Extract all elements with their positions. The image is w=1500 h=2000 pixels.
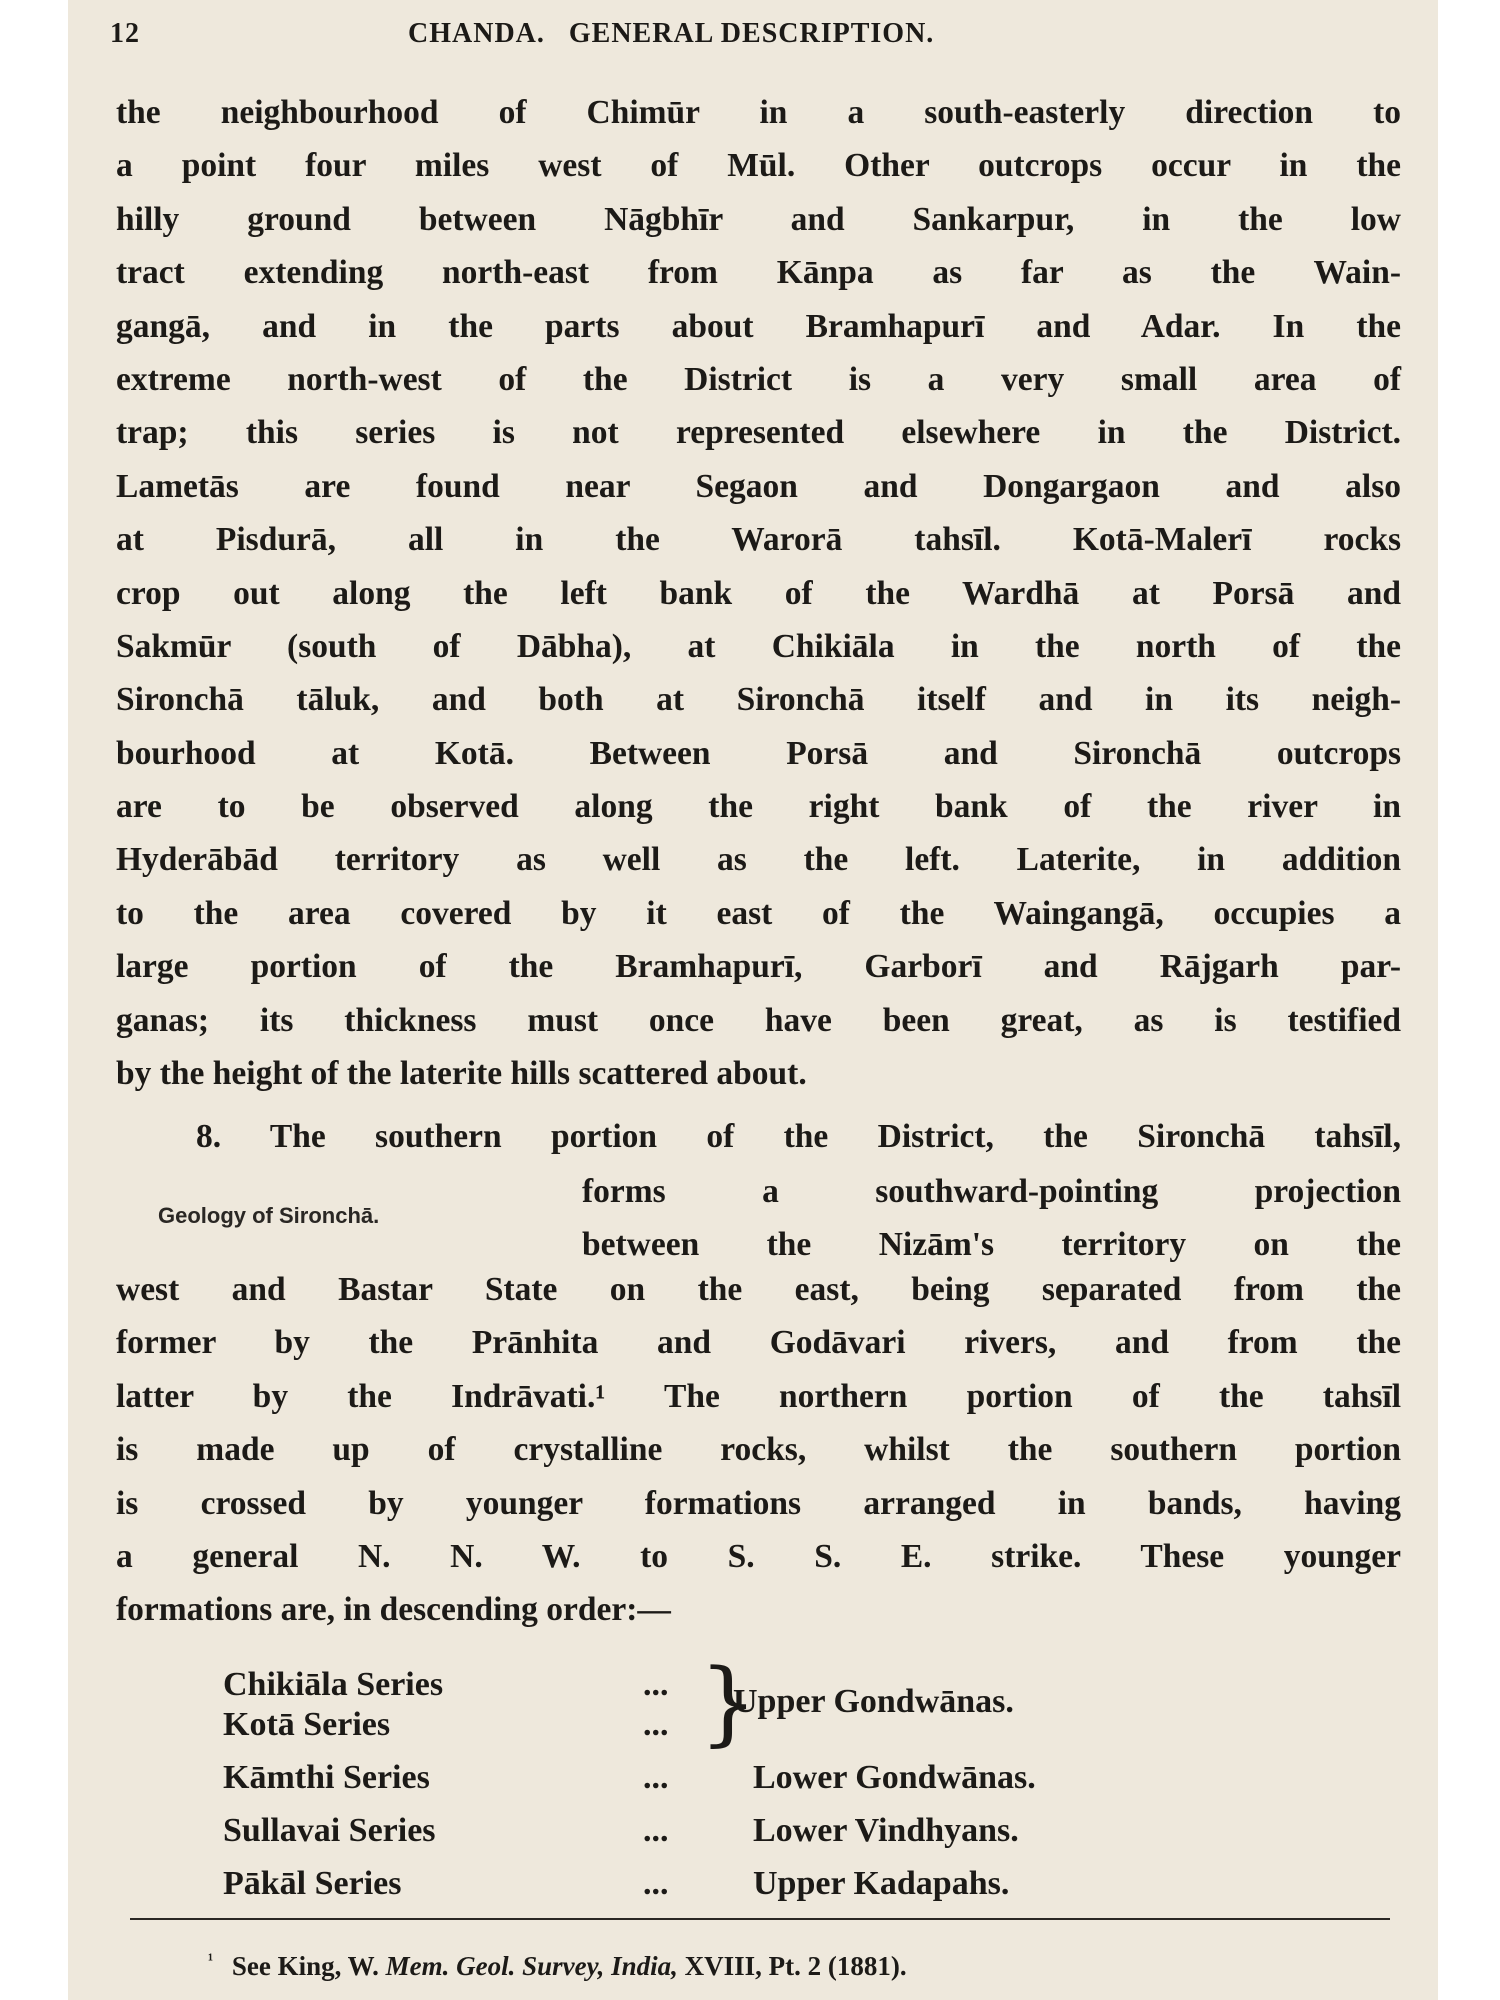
- running-header: [68, 14, 1438, 54]
- series-name: Kotā Series: [223, 1706, 391, 1743]
- footnote-marker: ¹: [208, 1950, 214, 1969]
- leader-dots: ...: [643, 1666, 669, 1703]
- text-line: are to be observed along the right bank of the river in: [116, 788, 1401, 826]
- footnote-text-end: XVIII, Pt. 2 (1881).: [684, 1951, 907, 1981]
- text-line: large portion of the Bramhapurī, Garborī and Rājgarh par-: [116, 948, 1401, 986]
- text-line: at Pisdurā, all in the Warorā tahsīl. Kotā-Malerī rocks: [116, 521, 1401, 559]
- group-name: Lower Vindhyans.: [753, 1812, 1019, 1849]
- series-name: Pākāl Series: [223, 1865, 402, 1902]
- paragraph-2-opening: [116, 1110, 1401, 1163]
- text-line: trap; this series is not represented elsewhere in the District.: [116, 414, 1401, 452]
- text-line: hilly ground between Nāgbhīr and Sankarpur, in the low: [116, 200, 1401, 238]
- text-line: Lametās are found near Segaon and Dongargaon and also: [116, 467, 1401, 505]
- text-line: forms a southward-pointing projection: [582, 1173, 1401, 1210]
- text-line: latter by the Indrāvati.¹ The northern portion of the tahsīl: [116, 1377, 1401, 1415]
- footnote-rule: [130, 1918, 1390, 1920]
- text-line: a point four miles west of Mūl. Other outcrops occur in the: [116, 147, 1401, 185]
- footnote-text: See King, W.: [231, 1951, 379, 1981]
- text-line: Sironchā tāluk, and both at Sironchā itself and in its neigh-: [116, 681, 1401, 719]
- text-line: formations are, in descending order:—: [116, 1591, 671, 1629]
- book-page: [68, 0, 1438, 2000]
- text-line: a general N. N. W. to S. S. E. strike. These younger: [116, 1537, 1401, 1575]
- margin-note: Geology of Sironchā.: [158, 1203, 380, 1228]
- leader-dots: ...: [643, 1759, 669, 1796]
- text-line: tract extending north-east from Kānpa as far as the Wain-: [116, 254, 1401, 292]
- text-line: the neighbourhood of Chimūr in a south-easterly direction to: [116, 94, 1401, 131]
- text-line: by the height of the laterite hills scattered about.: [116, 1055, 807, 1093]
- text-line: is made up of crystalline rocks, whilst the southern portion: [116, 1431, 1401, 1469]
- series-name: Sullavai Series: [223, 1812, 436, 1849]
- series-name: Kāmthi Series: [223, 1759, 430, 1796]
- text-line: west and Bastar State on the east, being separated from the: [116, 1271, 1401, 1308]
- group-name: Lower Gondwānas.: [753, 1759, 1036, 1796]
- side-text: [582, 1165, 1401, 1272]
- text-line: Hyderābād territory as well as the left. Laterite, in addition: [116, 841, 1401, 879]
- series-name: Chikiāla Series: [223, 1666, 444, 1703]
- group-name: Upper Gondwānas.: [733, 1683, 1014, 1720]
- text-line: ganas; its thickness must once have been great, as is testified: [116, 1001, 1401, 1039]
- text-line: former by the Prānhita and Godāvari rivers, and from the: [116, 1324, 1401, 1362]
- curly-brace: }: [699, 1649, 758, 1756]
- text-line: crop out along the left bank of the Wardhā at Porsā and: [116, 574, 1401, 612]
- page-number: 12: [110, 18, 140, 49]
- text-line: bourhood at Kotā. Between Porsā and Sironchā outcrops: [116, 734, 1401, 772]
- leader-dots: ...: [643, 1865, 669, 1902]
- group-name: Upper Kadapahs.: [753, 1865, 1010, 1902]
- paragraph-1: [116, 86, 1401, 1100]
- text-line: Sakmūr (south of Dābha), at Chikiāla in the north of the: [116, 627, 1401, 665]
- text-line: extreme north-west of the District is a very small area of: [116, 360, 1401, 398]
- footnote-italic: Mem. Geol. Survey, India,: [385, 1951, 678, 1981]
- text-line: is crossed by younger formations arranged in bands, having: [116, 1484, 1401, 1522]
- leader-dots: ...: [643, 1706, 669, 1743]
- text-line: between the Nizām's territory on the: [582, 1226, 1401, 1264]
- paragraph-2-side-block: [116, 1165, 1401, 1271]
- text-line: to the area covered by it east of the Waingangā, occupies a: [116, 894, 1401, 932]
- text-line: gangā, and in the parts about Bramhapurī and Adar. In the: [116, 307, 1401, 345]
- footnote: [208, 1950, 907, 1982]
- text-line: 8. The southern portion of the District, the Sironchā tahsīl,: [196, 1118, 1401, 1155]
- leader-dots: ...: [643, 1812, 669, 1849]
- running-title: CHANDA. GENERAL DESCRIPTION.: [408, 18, 935, 49]
- paragraph-2-continued: [116, 1263, 1401, 1637]
